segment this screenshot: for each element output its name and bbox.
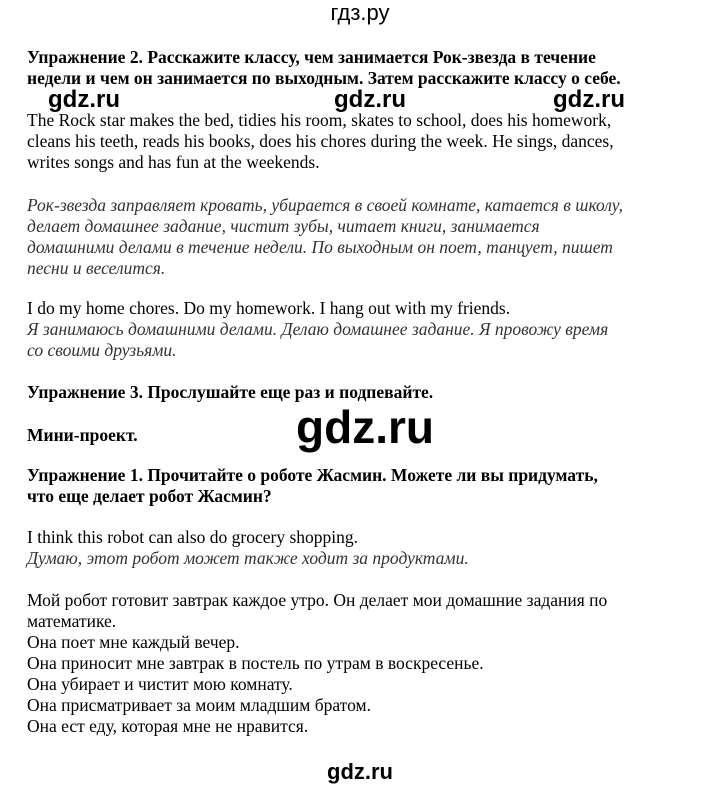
answer-line-7: Она ест еду, которая мне не нравится. — [27, 716, 309, 736]
exercise-2-english-line-2: cleans his teeth, reads his books, does his chores during the week. He sings, dances, — [27, 131, 614, 151]
exercise-2-self-english: I do my home chores. Do my homework. I hang out with my friends. — [27, 298, 511, 318]
exercise-2-heading-line-2: недели и чем он занимается по выходным. Затем расскажите классу о себе. — [27, 68, 621, 88]
exercise-2-translation-line-1: Рок-звезда заправляет кровать, убирается в своей комнате, катается в школу, — [27, 195, 623, 215]
exercise-3-heading: Упражнение 3. Прослушайте еще раз и подпевайте. — [27, 382, 434, 402]
exercise-2-self-translation-line-2: со своими друзьями. — [27, 340, 177, 360]
watermark-right: gdz.ru — [553, 86, 625, 113]
footer-watermark: gdz.ru — [327, 759, 393, 784]
exercise-2-translation-line-4: песни и веселится. — [27, 258, 166, 278]
answer-line-1: Мой робот готовит завтрак каждое утро. Он делает мои домашние задания по — [27, 590, 608, 610]
watermark-large: gdz.ru — [296, 401, 434, 453]
exercise-2-english-line-1: The Rock star makes the bed, tidies his room, skates to school, does his homework, — [27, 110, 612, 130]
exercise-2-translation-line-2: делает домашнее задание, чистит зубы, читает книги, занимается — [27, 216, 540, 236]
exercise-2-translation-line-3: домашними делами в течение недели. По выходным он поет, танцует, пишет — [27, 237, 613, 257]
site-header-logo[interactable]: гдз.ру — [330, 0, 390, 25]
answer-line-6: Она присматривает за моим младшим братом. — [27, 695, 371, 715]
watermark-left: gdz.ru — [48, 86, 120, 113]
answer-line-3: Она поет мне каждый вечер. — [27, 632, 240, 652]
exercise-1-heading-line-2: что еще делает робот Жасмин? — [27, 486, 272, 506]
exercise-2-self-translation-line-1: Я занимаюсь домашними делами. Делаю домашнее задание. Я провожу время — [27, 319, 609, 339]
answer-line-5: Она убирает и чистит мою комнату. — [27, 674, 293, 694]
exercise-2-english-line-3: writes songs and has fun at the weekends. — [27, 152, 320, 172]
watermark-center: gdz.ru — [334, 86, 406, 113]
mini-project-heading: Мини-проект. — [27, 425, 138, 445]
answer-line-2: математике. — [27, 611, 117, 631]
exercise-1-translation: Думаю, этот робот может также ходит за продуктами. — [27, 548, 469, 568]
exercise-2-heading-line-1: Упражнение 2. Расскажите классу, чем занимается Рок-звезда в течение — [27, 47, 596, 67]
exercise-1-english: I think this robot can also do grocery shopping. — [27, 527, 358, 547]
exercise-1-heading-line-1: Упражнение 1. Прочитайте о роботе Жасмин. Можете ли вы придумать, — [27, 465, 598, 485]
answer-line-4: Она приносит мне завтрак в постель по утрам в воскресенье. — [27, 653, 484, 673]
